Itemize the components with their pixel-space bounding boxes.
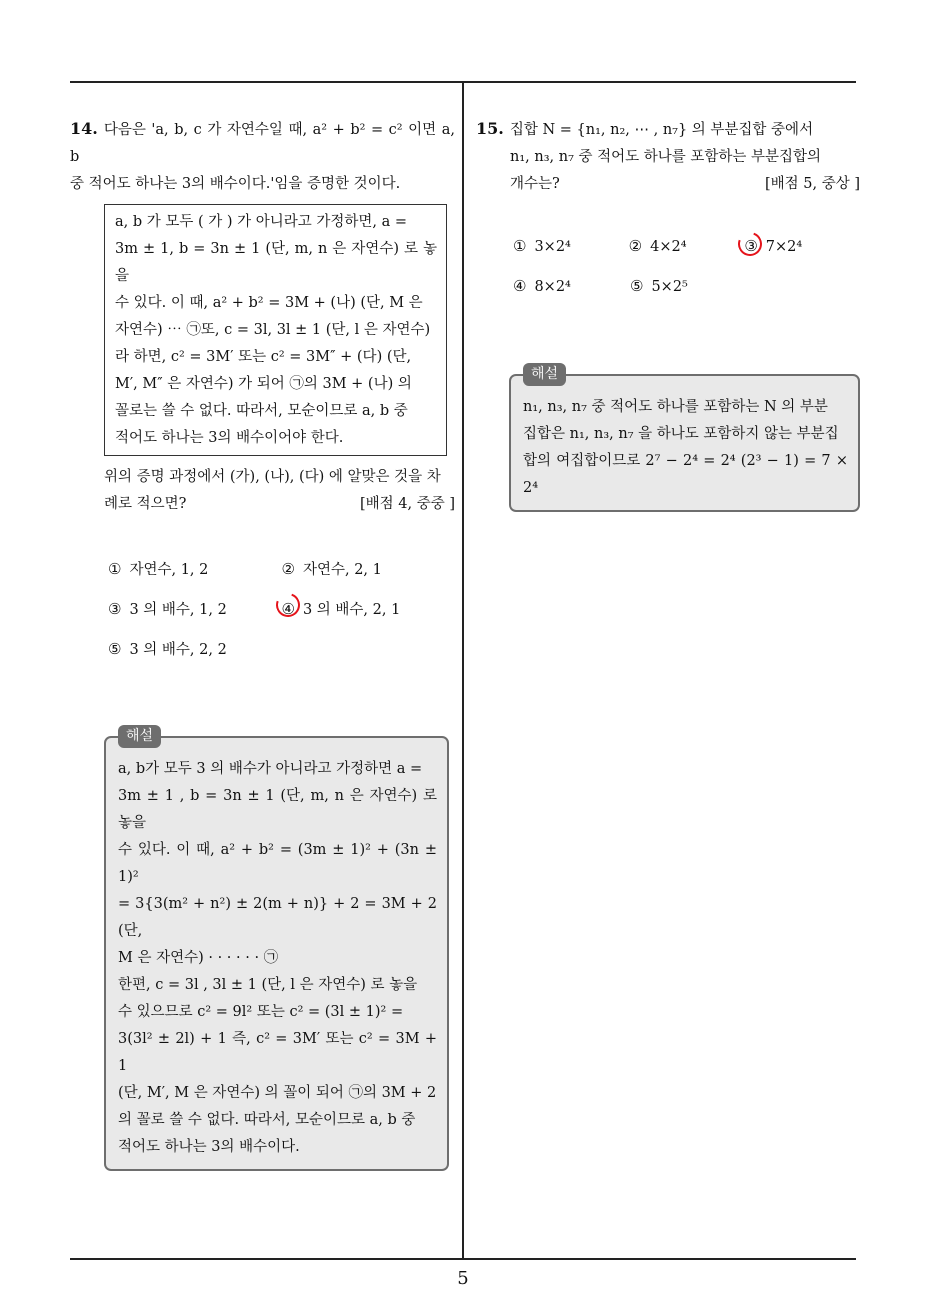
solution-line: 합의 여집합이므로 2⁷ − 2⁴ = 2⁴ (2³ − 1) = 7 × 2⁴ [523,453,848,496]
solution-tab: 해설 [523,363,566,386]
solution-line: a, b가 모두 3 의 배수가 아니라고 가정하면 a = [118,761,423,777]
q15-number: 15. [476,119,504,138]
q14-choice-1[interactable] [108,558,282,579]
page-number: 5 [457,1268,469,1289]
solution-tab: 해설 [118,725,161,748]
solution-line: 수 있으므로 c² = 9l² 또는 c² = (3l ± 1)² = [118,1004,404,1020]
solution-line: n₁, n₃, n₇ 중 적어도 하나를 포함하는 N 의 부분 [523,399,828,415]
proof-line: 꼴로는 쓸 수 없다. 따라서, 모순이므로 a, b 중 [115,403,408,419]
bottom-rule [70,1258,856,1260]
choice-text: 3 의 배수, 2, 1 [302,601,401,618]
q14-prompt-line1: 위의 증명 과정에서 (가), (나), (다) 에 알맞은 것을 차 [104,469,441,485]
q14-stem-line1: 다음은 'a, b, c 가 자연수일 때, a² + b² = c² 이면 a, b [70,122,455,165]
solution-line: = 3{3(m² + n²) ± 2(m + n)} + 2 = 3M + 2 (단, [118,896,437,939]
choice-text: 8×2⁴ [534,279,571,295]
q14-prompt-line2: 례로 적으면? [104,496,187,512]
q14-choice-4[interactable] [282,598,456,619]
solution-line: (단, M′, M 은 자연수) 의 꼴이 되어 ㉠의 3M + 2 [118,1085,437,1101]
choice-text: 7×2⁴ [765,239,803,255]
proof-line: 적어도 하나는 3의 배수이어야 한다. [115,430,344,446]
q15-choice-3[interactable] [744,237,860,255]
q14-choice-2[interactable] [282,558,456,579]
choice-text: 3×2⁴ [534,239,571,255]
q14-choice-5[interactable] [108,638,285,659]
q15-stem-rest [510,144,860,198]
proof-line: a, b 가 모두 ( 가 ) 가 아니라고 가정하면, a = [115,214,408,230]
question-15 [476,115,860,512]
q15-choice-2[interactable] [629,237,745,255]
q15-stem-line2: n₁, n₃, n₇ 중 적어도 하나를 포함하는 부분집합의 [510,149,822,165]
choice-marker: ② [628,237,643,255]
q14-stem-line2: 중 적어도 하나는 3의 배수이다.'임을 증명한 것이다. [70,176,401,192]
solution-line: 의 꼴로 쓸 수 없다. 따라서, 모순이므로 a, b 중 [118,1112,416,1128]
q14-proof-box [104,204,447,456]
choice-text: 5×2⁵ [651,279,688,295]
choice-marker: ④ [513,277,527,295]
q14-meta: [배점 4, 중중 ] [359,496,455,512]
q14-prompt [104,464,455,518]
choice-text: 자연수, 2, 1 [302,561,382,578]
question-14 [70,115,455,1171]
choice-marker: ② [281,559,295,578]
choice-text: 자연수, 1, 2 [129,561,209,578]
choice-marker: ① [108,559,122,578]
answer-circle-icon [734,228,766,260]
q15-meta: [배점 5, 중상 ] [764,176,860,192]
q15-solution-box [509,366,860,512]
choice-marker: ③ [108,599,122,618]
choice-text: 4×2⁴ [650,239,687,255]
choice-marker: ④ [281,599,295,618]
solution-line: M 은 자연수) · · · · · · ㉠ [118,950,279,966]
solution-line: 수 있다. 이 때, a² + b² = (3m ± 1)² + (3n ± 1)² [118,842,437,885]
choice-marker: ③ [744,237,758,255]
q15-choices [513,226,860,306]
choice-marker: ⑤ [108,639,122,658]
choice-marker: ① [513,237,527,255]
solution-line: 집합은 n₁, n₃, n₇ 을 하나도 포함하지 않는 부분집 [523,426,839,442]
column-divider [462,82,464,1258]
proof-line: 라 하면, c² = 3M′ 또는 c² = 3M″ + (다) (단, [115,349,412,365]
proof-line: M′, M″ 은 자연수) 가 되어 ㉠의 3M + (나) 의 [115,376,412,392]
solution-line: 3m ± 1 , b = 3n ± 1 (단, m, n 은 자연수) 로 놓을 [118,788,437,831]
q15-choice-4[interactable] [513,277,630,295]
proof-line: 수 있다. 이 때, a² + b² = 3M + (나) (단, M 은 [115,295,423,311]
q15-choice-5[interactable] [630,277,747,295]
solution-line: 한편, c = 3l , 3l ± 1 (단, l 은 자연수) 로 놓을 [118,977,418,993]
choice-text: 3 의 배수, 1, 2 [129,601,227,618]
q15-stem-line3: 개수는? [510,176,560,192]
q14-choice-3[interactable] [108,598,282,619]
q14-stem [70,115,455,198]
q15-stem-first [476,115,860,144]
choice-marker: ⑤ [630,277,644,295]
q15-stem-line1: 집합 N = {n₁, n₂, ⋯ , n₇} 의 부분집합 중에서 [509,122,814,138]
q14-solution-box [104,728,449,1171]
solution-line: 3(3l² ± 2l) + 1 즉, c² = 3M′ 또는 c² = 3M + 1 [118,1031,437,1074]
solution-line: 적어도 하나는 3의 배수이다. [118,1139,300,1155]
q14-choices [108,548,455,668]
q15-choice-1[interactable] [513,237,629,255]
proof-line: 자연수) ⋯ ㉠또, c = 3l, 3l ± 1 (단, l 은 자연수) [115,322,431,338]
q14-number: 14. [70,119,98,138]
choice-text: 3 의 배수, 2, 2 [129,641,227,658]
proof-line: 3m ± 1, b = 3n ± 1 (단, m, n 은 자연수) 로 놓을 [115,241,437,284]
